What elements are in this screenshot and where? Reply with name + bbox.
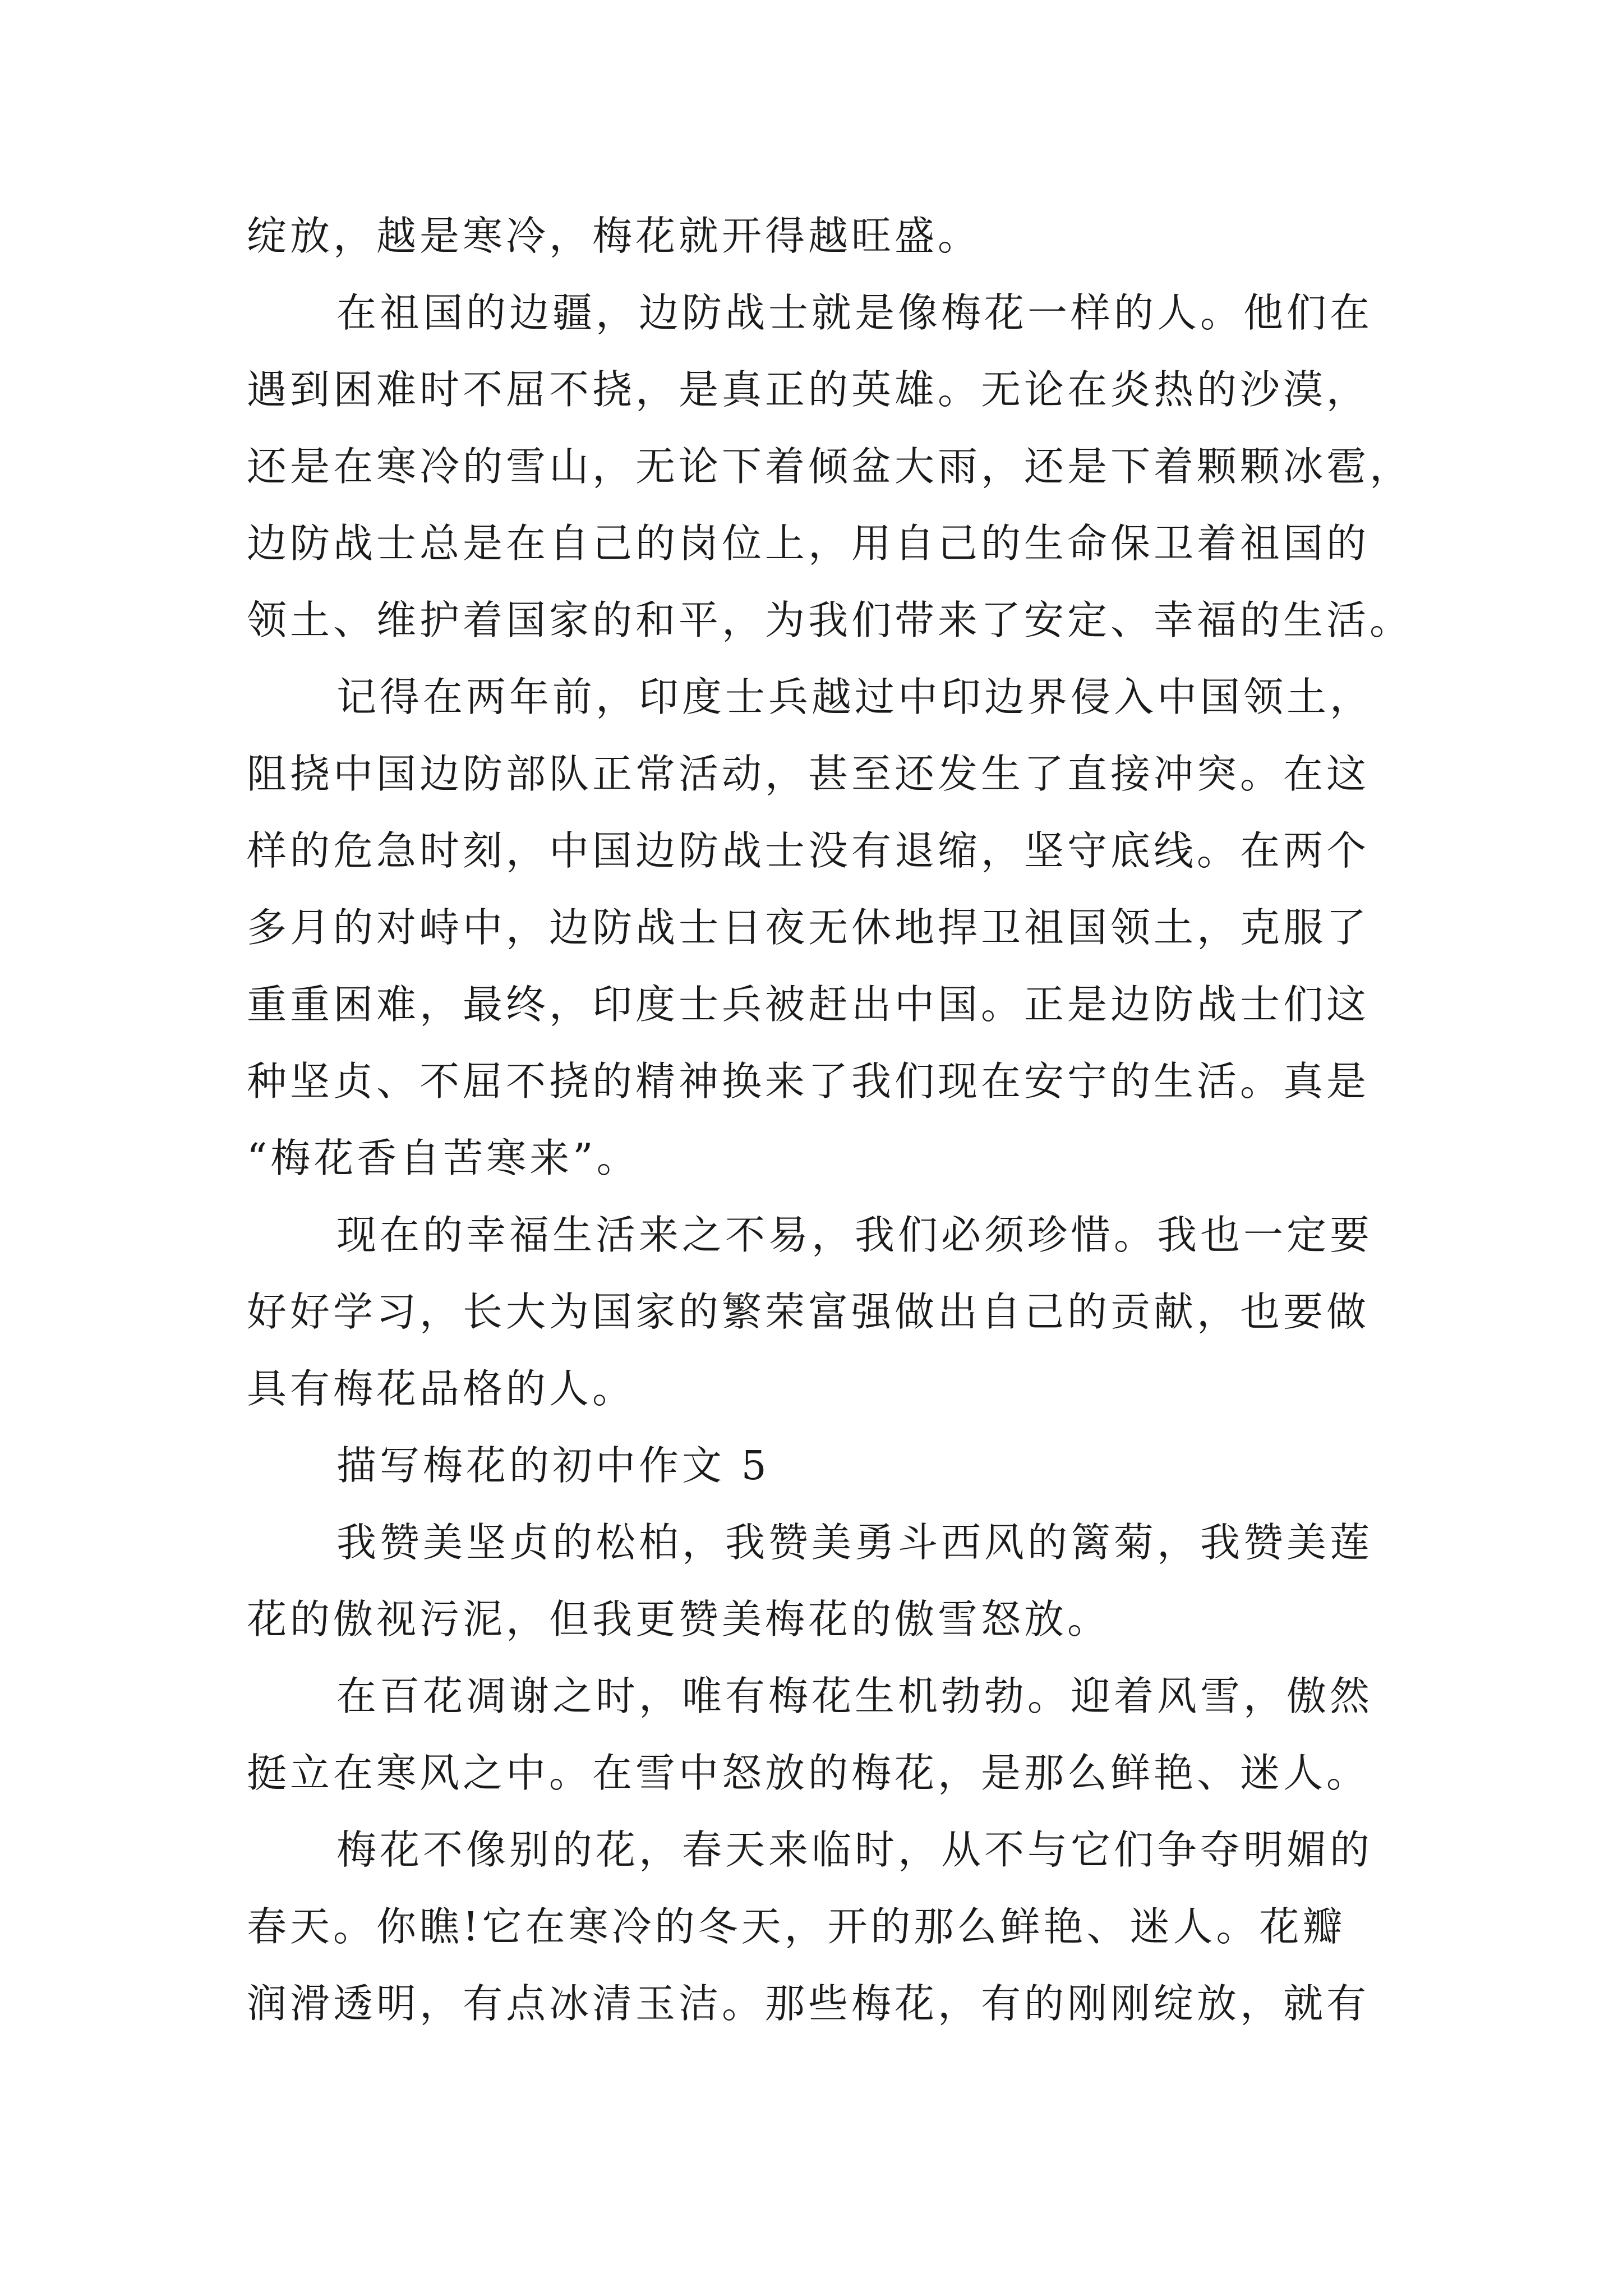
text-line: 边防战士总是在自己的岗位上，用自己的生命保卫着祖国的	[247, 520, 1370, 567]
text-line: 我赞美坚贞的松柏，我赞美勇斗西风的篱菊，我赞美莲	[336, 1519, 1373, 1566]
text-line: 种坚贞、不屈不挠的精神换来了我们现在安宁的生活。真是	[247, 1058, 1370, 1105]
text-line: 在祖国的边疆，边防战士就是像梅花一样的人。他们在	[336, 289, 1373, 336]
text-line: 梅花不像别的花，春天来临时，从不与它们争夺明媚的	[336, 1826, 1373, 1873]
text-line: 阻挠中国边防部队正常活动，甚至还发生了直接冲突。在这	[247, 751, 1370, 797]
text-line: 领土、维护着国家的和平，为我们带来了安定、幸福的生活。	[247, 597, 1413, 643]
text-line: 挺立在寒风之中。在雪中怒放的梅花，是那么鲜艳、迷人。	[247, 1750, 1370, 1796]
text-line: 遇到困难时不屈不挠，是真正的英雄。无论在炎热的沙漠，	[247, 366, 1370, 413]
text-line: 样的危急时刻，中国边防战士没有退缩，坚守底线。在两个	[247, 827, 1370, 874]
text-line: “梅花香自苦寒来”。	[247, 1135, 640, 1181]
text-line: 好好学习，长大为国家的繁荣富强做出自己的贡献，也要做	[247, 1289, 1370, 1335]
text-line: 描写梅花的初中作文 5	[336, 1442, 770, 1489]
text-line: 具有梅花品格的人。	[247, 1365, 636, 1412]
text-line: 绽放，越是寒冷，梅花就开得越旺盛。	[247, 213, 981, 259]
text-line: 记得在两年前，印度士兵越过中印边界侵入中国领土，	[336, 674, 1373, 720]
text-line: 重重困难，最终，印度士兵被赶出中国。正是边防战士们这	[247, 981, 1370, 1028]
text-line: 多月的对峙中，边防战士日夜无休地捍卫祖国领土，克服了	[247, 904, 1370, 951]
text-line: 还是在寒冷的雪山，无论下着倾盆大雨，还是下着颗颗冰雹，	[247, 443, 1413, 490]
document-body	[247, 197, 1413, 2042]
text-line: 春天。你瞧!它在寒冷的冬天，开的那么鲜艳、迷人。花瓣	[247, 1903, 1346, 1950]
text-line: 在百花凋谢之时，唯有梅花生机勃勃。迎着风雪，傲然	[336, 1673, 1373, 1719]
text-line: 润滑透明，有点冰清玉洁。那些梅花，有的刚刚绽放，就有	[247, 1980, 1370, 2027]
text-line: 花的傲视污泥，但我更赞美梅花的傲雪怒放。	[247, 1596, 1111, 1642]
text-line: 现在的幸福生活来之不易，我们必须珍惜。我也一定要	[336, 1212, 1373, 1258]
